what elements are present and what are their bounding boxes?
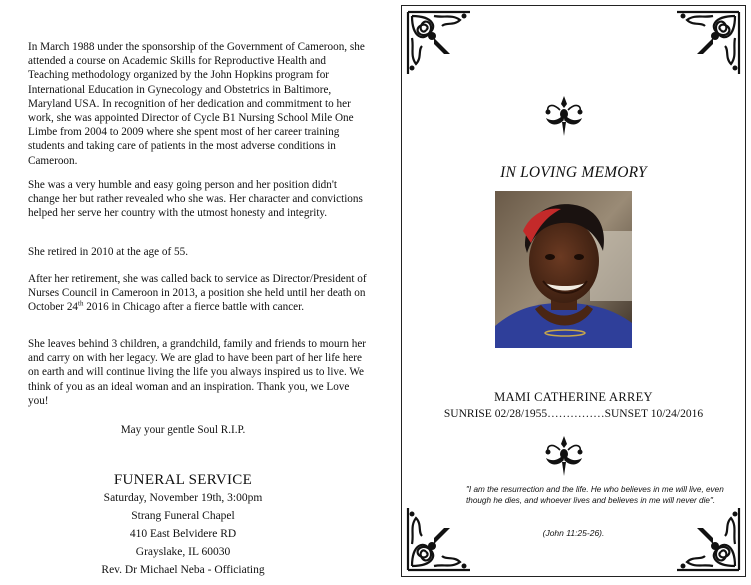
- paragraph-character: She was a very humble and easy going person and her position didn't change her but rather revealed who she was. Her character and convictions helped her serve her country with the utmost honesty and integrity.: [28, 179, 363, 220]
- paragraph-legacy: She leaves behind 3 children, a grandchild, family and friends to mourn her and carry on with her legacy. We are glad to have been part of her life here on earth and will continue living the life you always inspired us to live. We think of you as an ideal woman and an inspiration. Thank you, we Love you!: [28, 338, 367, 407]
- corner-flourish-icon: [673, 504, 743, 574]
- service-date: Saturday, November 19th, 3:00pm: [103, 492, 263, 504]
- funeral-service-title: FUNERAL SERVICE: [113, 472, 253, 488]
- memorial-cover-page: [401, 5, 746, 577]
- service-city: Grayslake, IL 60030: [135, 546, 231, 558]
- sunrise-sunset-dates: SUNRISE 02/28/1955……………SUNSET 10/24/2016: [443, 408, 704, 420]
- corner-flourish-icon: [404, 8, 474, 78]
- service-officiant: Rev. Dr Michael Neba - Officiating: [101, 564, 265, 576]
- damask-ornament-icon: [542, 94, 586, 138]
- closing-line: May your gentle Soul R.I.P.: [120, 424, 246, 436]
- paragraph-retirement: She retired in 2010 at the age of 55.: [28, 246, 188, 258]
- paragraph-later-service: [28, 272, 368, 315]
- service-address: 410 East Belvidere RD: [129, 528, 237, 540]
- ordinal-suffix: th: [78, 299, 84, 308]
- paragraph-career: In March 1988 under the sponsorship of the Government of Cameroon, she attended a course on Academic Skills for Reproductive Health and Teaching methodology organized by the John Hopkins program for International Education in Gynecology and Obstetrics in Baltimore, Maryland USA. In recognition of her dedication and commitment to her work, she was appointed Director of Cycle B1 Nursing School Mile One Limbe from 2004 to 2009 where she spent most of her career training students and taking care of patients in the most adverse conditions in Cameroon.: [28, 41, 365, 167]
- paragraph-later-service-text: After her retirement, she was called back to service as Director/President of Nurses Council in Cameroon in 2013, a position she held until her death on October 24: [28, 273, 367, 314]
- corner-flourish-icon: [673, 8, 743, 78]
- scripture-quote: "I am the resurrection and the life. He who believes in me will live, even though he dies, and whoever lives and believes in me will never die".: [466, 485, 724, 505]
- deceased-name: MAMI CATHERINE ARREY: [494, 390, 653, 404]
- scripture-citation: (John 11:25-26).: [542, 528, 605, 538]
- damask-ornament-icon: [542, 434, 586, 478]
- paragraph-later-service-text-end: 2016 in Chicago after a fierce battle with cancer.: [83, 301, 305, 314]
- memorial-heading: IN LOVING MEMORY: [500, 164, 647, 181]
- corner-flourish-icon: [404, 504, 474, 574]
- service-venue: Strang Funeral Chapel: [131, 510, 235, 522]
- portrait-photo: [495, 191, 632, 348]
